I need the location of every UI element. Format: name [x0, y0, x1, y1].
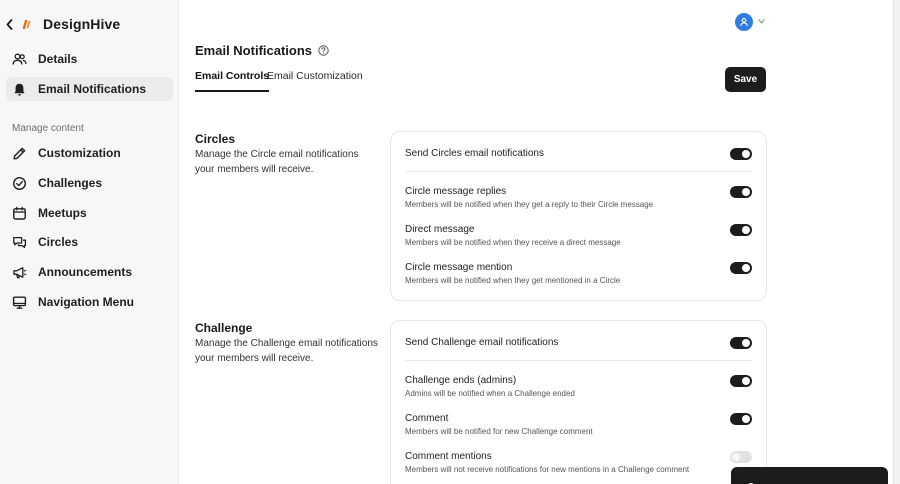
- setting-description: Members will be notified when they receive a direct message: [405, 238, 621, 247]
- help-icon[interactable]: [318, 45, 329, 56]
- master-toggle-label: Send Challenge email notifications: [405, 337, 559, 348]
- master-toggle-label: Send Circles email notifications: [405, 148, 544, 159]
- section-title-circles: Circles: [195, 132, 236, 146]
- section-description-challenge: Manage the Challenge email notifications your members will receive.: [195, 338, 378, 364]
- circle-message-replies-toggle[interactable]: [730, 186, 752, 198]
- section-title-challenge: Challenge: [195, 321, 253, 335]
- sidebar-item-navigation-menu[interactable]: [6, 290, 173, 314]
- page-scrollbar[interactable]: [893, 0, 900, 484]
- sidebar-item-label: Details: [38, 52, 78, 66]
- setting-description: Members will be notified when they get mentioned in a Circle: [405, 276, 621, 285]
- sidebar: [0, 0, 179, 484]
- brand-name: DesignHive: [43, 16, 121, 32]
- user-icon: [739, 17, 749, 27]
- challenge-settings-card: [390, 320, 767, 484]
- sidebar-item-challenges[interactable]: [6, 171, 173, 195]
- tab-email-controls[interactable]: Email Controls: [195, 70, 269, 92]
- setting-description: Admins will be notified when a Challenge ended: [405, 389, 575, 398]
- sidebar-item-email-notifications[interactable]: [6, 77, 173, 101]
- setting-description: Members will be notified when they get a reply to their Circle message: [405, 200, 654, 209]
- sidebar-item-label: Challenges: [38, 176, 103, 190]
- main-content: [179, 0, 900, 484]
- sidebar-item-label: Email Notifications: [38, 82, 147, 96]
- section-label-manage-content: Manage content: [12, 123, 84, 134]
- comment-toggle[interactable]: [730, 413, 752, 425]
- sidebar-item-details[interactable]: [6, 47, 173, 71]
- setting-title: Circle message mention: [405, 262, 513, 273]
- circles-master-toggle[interactable]: [730, 148, 752, 160]
- direct-message-toggle[interactable]: [730, 224, 752, 236]
- page-title: [195, 43, 329, 58]
- back-chevron-icon[interactable]: [4, 16, 14, 32]
- users-icon: [12, 52, 27, 67]
- sidebar-item-label: Meetups: [38, 206, 87, 220]
- megaphone-icon: [12, 265, 27, 280]
- chevron-down-icon[interactable]: [757, 17, 765, 25]
- avatar[interactable]: [735, 13, 753, 31]
- sidebar-item-customization[interactable]: [6, 141, 173, 165]
- calendar-icon: [12, 206, 27, 221]
- sidebar-item-announcements[interactable]: [6, 260, 173, 284]
- setting-description: Members will be notified for new Challenge comment: [405, 427, 593, 436]
- circle-message-mention-toggle[interactable]: [730, 262, 752, 274]
- pencil-icon: [12, 146, 27, 161]
- sidebar-item-meetups[interactable]: [6, 201, 173, 225]
- chat-bubbles-icon: [12, 235, 27, 250]
- challenge-ends-admins-toggle[interactable]: [730, 375, 752, 387]
- setting-title: Comment mentions: [405, 451, 492, 462]
- divider: [405, 171, 752, 172]
- sidebar-item-label: Customization: [38, 146, 121, 160]
- setting-description: Members will not receive notifications for new mentions in a Challenge comment: [405, 465, 690, 474]
- sidebar-item-circles[interactable]: [6, 230, 173, 254]
- comment-mentions-toggle[interactable]: [730, 451, 752, 463]
- brand: [4, 14, 120, 34]
- save-button[interactable]: Save: [725, 67, 766, 92]
- sidebar-item-label: Announcements: [38, 265, 133, 279]
- sidebar-item-label: Circles: [38, 235, 79, 249]
- designhive-logo-icon: [20, 17, 34, 31]
- sidebar-item-label: Navigation Menu: [38, 295, 135, 309]
- bell-icon: [12, 82, 27, 97]
- setting-title: Circle message replies: [405, 186, 507, 197]
- tab-email-customization[interactable]: Email Customization: [267, 70, 363, 82]
- section-description-circles: Manage the Circle email notifications your members will receive.: [195, 149, 359, 175]
- setting-title: Comment: [405, 413, 449, 424]
- circles-settings-card: [390, 131, 767, 301]
- divider: [405, 360, 752, 361]
- toast-notification[interactable]: [731, 467, 888, 484]
- setting-title: Direct message: [405, 224, 475, 235]
- challenge-master-toggle[interactable]: [730, 337, 752, 349]
- page-title-text: Email Notifications: [195, 43, 313, 58]
- setting-title: Challenge ends (admins): [405, 375, 517, 386]
- monitor-icon: [12, 295, 27, 310]
- check-circle-icon: [12, 176, 27, 191]
